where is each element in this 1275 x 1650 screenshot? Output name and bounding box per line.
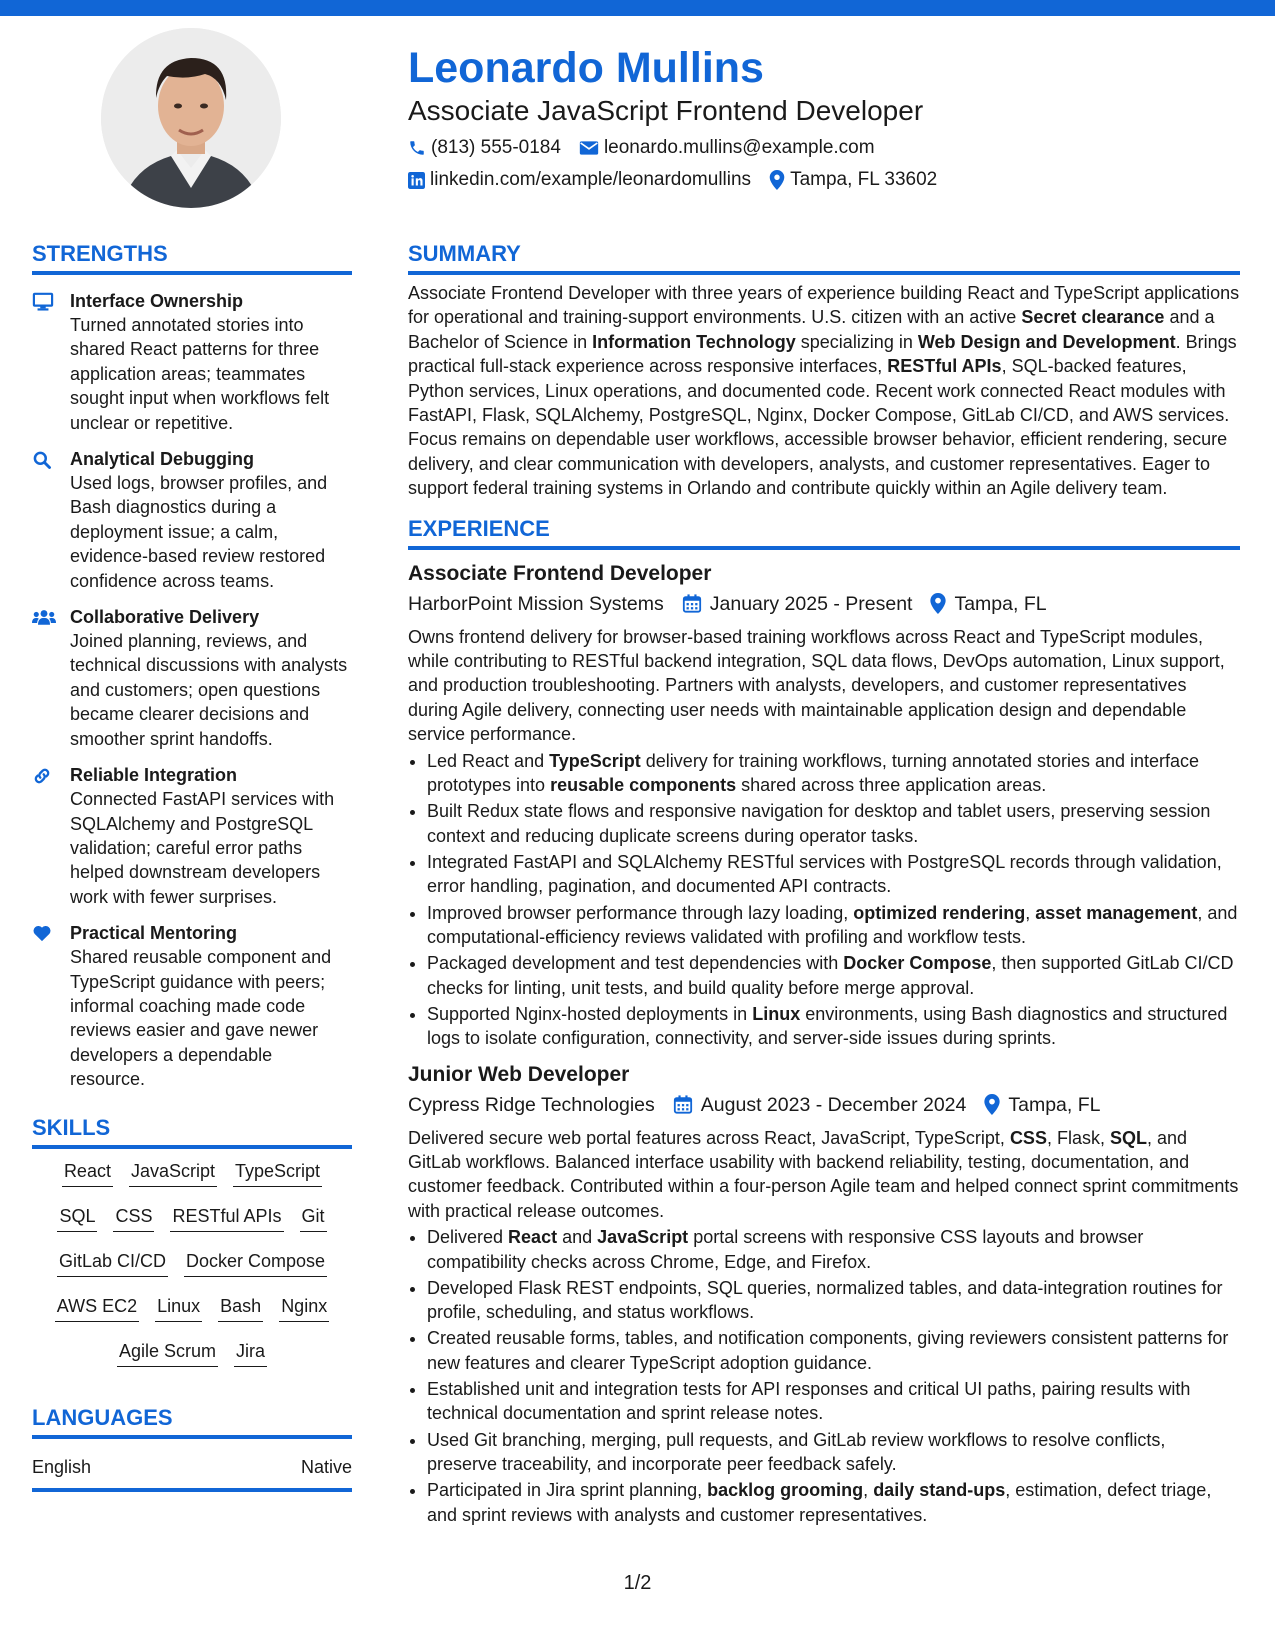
skill-tag: TypeScript [233, 1159, 322, 1187]
summary-divider [408, 271, 1240, 275]
job-dates [682, 591, 913, 617]
strength-name: Practical Mentoring [70, 923, 238, 944]
skill-row [32, 1159, 352, 1204]
bold-text: Secret clearance [1021, 307, 1165, 328]
bullet-item [427, 1478, 1240, 1527]
strength-name: Collaborative Delivery [70, 607, 260, 628]
strength-item [32, 289, 352, 435]
map-pin-icon [930, 593, 946, 614]
text-run: and [557, 1227, 598, 1248]
skill-row [32, 1339, 352, 1384]
skill-tag: Docker Compose [184, 1249, 327, 1277]
jobs-list [408, 560, 1240, 1527]
bold-text: reusable components [550, 775, 737, 796]
text-run: Established unit and integration tests for API responses and critical UI paths, pairing results with technical documentation and sprint release notes. [427, 1379, 1191, 1424]
strength-item [32, 447, 352, 593]
job-meta [408, 1092, 1240, 1118]
right-column [408, 240, 1240, 1529]
bold-text: Information Technology [592, 331, 796, 352]
linkedin-text: linkedin.com/example/leonardomullins [430, 169, 752, 190]
bullet-item [427, 1002, 1240, 1051]
email-text: leonardo.mullins@example.com [603, 137, 875, 158]
bullet-item [427, 951, 1240, 1000]
calendar-icon [673, 1094, 693, 1115]
text-run: specializing in [795, 331, 918, 352]
contact-phone[interactable] [408, 136, 561, 160]
text-run: Integrated FastAPI and SQLAlchemy RESTful services with PostgreSQL records through validation, error handling, pagination, and documented API contracts. [427, 851, 1222, 897]
strength-description: Connected FastAPI services with SQLAlchemy and PostgreSQL validation; careful error paths helped downstream developers work with fewer surprises. [70, 789, 335, 907]
bold-text: Docker Compose [843, 953, 992, 974]
languages-list [32, 1455, 352, 1479]
skill-tag: SQL [57, 1204, 97, 1232]
skills-section [32, 1114, 352, 1384]
bold-text: optimized rendering [853, 902, 1026, 923]
language-level: Native [300, 1456, 352, 1477]
text-run: Owns frontend delivery for browser-based training workflows across React and TypeScript modules, while contributing to RESTful backend integration, SQL data flows, DevOps automation, Linux support, and production troubleshooting. Partners with analysts, developers, and customer representatives during Agile delivery, connecting user needs with maintainable application design and dependable service performance. [408, 626, 1225, 745]
text-run: Supported Nginx-hosted deployments in [427, 1003, 753, 1024]
bold-text: asset management [1035, 902, 1198, 923]
job-dates-text: August 2023 - December 2024 [700, 1093, 967, 1116]
skill-tag: Linux [155, 1294, 202, 1322]
skills-heading: SKILLS [32, 1114, 111, 1140]
map-pin-icon [984, 1094, 1000, 1115]
bullet-item [427, 1377, 1240, 1426]
text-run: , [863, 1480, 874, 1501]
text-run: Packaged development and test dependencies with [427, 953, 844, 974]
skill-tag: Agile Scrum [117, 1339, 218, 1367]
job-dates [673, 1092, 967, 1118]
language-row [32, 1455, 352, 1479]
bold-text: TypeScript [549, 750, 641, 771]
top-accent-bar [0, 0, 1275, 16]
job-title: Junior Web Developer [408, 1062, 630, 1086]
phone-text: (813) 555-0184 [431, 137, 561, 158]
skill-tag: JavaScript [129, 1159, 217, 1187]
search-icon [32, 447, 70, 593]
strength-body [70, 921, 352, 1091]
strength-description: Turned annotated stories into shared React patterns for three application areas; teammates sought input when workflows felt unclear or repetitive. [70, 315, 330, 433]
text-run: Improved browser performance through lazy loading, [427, 902, 854, 923]
text-run: , and computational-efficiency reviews validated with profiling and workflow tests. [427, 902, 1238, 947]
job-company: HarborPoint Mission Systems [408, 592, 664, 615]
candidate-title: Associate JavaScript Frontend Developer [408, 95, 924, 126]
strength-item [32, 921, 352, 1091]
strength-item [32, 763, 352, 909]
text-run: Used Git branching, merging, pull requests, and GitLab review workflows to resolve conflicts, preserve traceability, and incorporate peer feedback safely. [427, 1429, 1166, 1475]
strengths-list [32, 289, 352, 1092]
page-number: 1/2 [623, 1572, 652, 1594]
strength-description: Used logs, browser profiles, and Bash diagnostics during a deployment issue; a calm, evidence-based review restored confidence across teams. [70, 473, 328, 591]
text-run: , Flask, [1046, 1127, 1110, 1148]
bold-text: JavaScript [597, 1227, 689, 1248]
text-run: , SQL-backed features, Python services, Linux operations, and documented code. Recent work connected React modules with FastAPI, Flask, SQLAlchemy, PostgreSQL, Nginx, Docker Compose, GitLab CI/CD, and AWS services. Focus remains on dependable user workflows, accessible browser behavior, efficient rendering, secure delivery, and clear communication with developers, analysts, and customer representatives. Eager to support federal training systems in Orlando and contribute quickly within an Agile delivery team. [408, 356, 1230, 499]
text-run: , then supported GitLab CI/CD checks for linting, unit tests, and build quality before merge approval. [427, 953, 1234, 998]
text-run: Associate Frontend Developer with three years of experience building React and TypeScript applications for operational and training-support environments. U.S. citizen with an active [408, 283, 1240, 328]
job-title: Associate Frontend Developer [408, 561, 712, 585]
bold-text: CSS [1009, 1127, 1047, 1148]
text-run: Participated in Jira sprint planning, [427, 1480, 708, 1501]
job-bullets [408, 1225, 1240, 1527]
job-entry [408, 560, 1240, 1051]
experience-section [408, 515, 1240, 1527]
bullet-item [427, 799, 1240, 848]
skill-tag: Git [300, 1204, 327, 1232]
contact-email[interactable] [579, 136, 875, 160]
profile-photo [101, 28, 281, 208]
bullet-item [427, 901, 1240, 950]
job-location-text: Tampa, FL [954, 592, 1047, 615]
text-run: , estimation, defect triage, and sprint reviews with analysts and customer representatives. [427, 1480, 1212, 1525]
experience-divider [408, 546, 1240, 550]
text-run: , and GitLab workflows. Balanced interface usability with backend reliability, testing, documentation, and customer feedback. Contributed within a four-person Agile team and helped connect sprint commitments with practical release outcomes. [408, 1127, 1239, 1221]
skills-list [32, 1159, 352, 1384]
bullet-item [427, 850, 1240, 899]
linkedin-icon [408, 172, 425, 189]
languages-divider [32, 1435, 352, 1439]
bullet-item [427, 1428, 1240, 1477]
users-icon [32, 605, 70, 751]
text-run: . Brings practical full-stack experience across responsive interfaces, [408, 331, 1237, 377]
bold-text: daily stand-ups [873, 1480, 1006, 1501]
bold-text: RESTful APIs [887, 356, 1002, 377]
bullet-item [427, 1225, 1240, 1274]
resume-header [408, 42, 1238, 192]
job-entry [408, 1061, 1240, 1527]
contact-linkedin[interactable] [408, 168, 751, 192]
strength-body [70, 763, 352, 909]
bullet-item [427, 1276, 1240, 1325]
job-description [408, 625, 1240, 747]
job-meta [408, 591, 1240, 617]
text-run: delivery for training workflows, turning annotated stories and interface prototypes into [427, 750, 1200, 796]
text-run: Created reusable forms, tables, and notification components, giving reviewers consistent patterns for new features and clearer TypeScript adoption guidance. [427, 1328, 1229, 1373]
text-run: , [1025, 902, 1036, 923]
text-run: Built Redux state flows and responsive navigation for desktop and tablet users, preserving session context and reducing duplicate screens during operator tasks. [427, 801, 1211, 846]
strength-body [70, 605, 352, 751]
contact-location [769, 168, 937, 192]
heart-icon [32, 921, 70, 1091]
skills-divider [32, 1145, 352, 1149]
skill-tag: GitLab CI/CD [57, 1249, 168, 1277]
strength-name: Analytical Debugging [70, 449, 255, 470]
strength-body [70, 289, 352, 435]
strength-body [70, 447, 352, 593]
bold-text: Web Design and Development [917, 331, 1176, 352]
skill-tag: RESTful APIs [170, 1204, 283, 1232]
bold-text: React [508, 1227, 558, 1248]
job-location-text: Tampa, FL [1008, 1093, 1101, 1116]
summary-section [408, 240, 1240, 501]
languages-bottom-divider [32, 1488, 352, 1492]
text-run: and a Bachelor of Science in [408, 307, 1215, 352]
job-description [408, 1126, 1240, 1224]
strength-description: Joined planning, reviews, and technical discussions with analysts and customers; open questions became clearer decisions and smoother sprint handoffs. [70, 631, 348, 749]
strength-item [32, 605, 352, 751]
bold-text: Linux [752, 1003, 801, 1024]
left-column [32, 240, 352, 1492]
strength-name: Reliable Integration [70, 765, 238, 786]
strengths-section [32, 240, 352, 1092]
text-run: environments, using Bash diagnostics and structured logs to isolate configuration, connectivity, and server-side issues during sprints. [427, 1003, 1228, 1049]
text-run: Delivered [427, 1227, 509, 1248]
summary-heading: SUMMARY [408, 241, 521, 266]
strengths-heading: STRENGTHS [32, 241, 168, 266]
calendar-icon [682, 593, 702, 614]
experience-heading: EXPERIENCE [408, 515, 550, 541]
skill-row [32, 1204, 352, 1249]
bold-text: SQL [1109, 1127, 1147, 1148]
text-run: Led React and [427, 750, 550, 771]
strength-name: Interface Ownership [70, 291, 244, 311]
job-location [984, 1092, 1100, 1118]
map-pin-icon [769, 170, 785, 190]
envelope-icon [579, 140, 599, 156]
bullet-item [427, 749, 1240, 798]
skill-row [32, 1294, 352, 1339]
skill-tag: CSS [113, 1204, 154, 1232]
phone-icon [408, 139, 426, 157]
contact-row-2 [408, 168, 1238, 192]
skill-tag: React [62, 1159, 113, 1187]
candidate-name: Leonardo Mullins [408, 44, 764, 92]
text-run: Developed Flask REST endpoints, SQL queries, normalized tables, and data-integration routines for profile, scheduling, and status workflows. [427, 1277, 1223, 1323]
skill-tag: AWS EC2 [55, 1294, 139, 1322]
summary-text [408, 281, 1240, 501]
text-run: Delivered secure web portal features across React, JavaScript, TypeScript, [408, 1127, 1010, 1148]
strength-description: Shared reusable component and TypeScript guidance with peers; informal coaching made code reviews easier and gave newer developers a dependable resource. [70, 947, 332, 1090]
bullet-item [427, 1326, 1240, 1375]
skill-tag: Bash [218, 1294, 263, 1322]
skill-tag: Nginx [279, 1294, 329, 1322]
job-bullets [408, 749, 1240, 1051]
languages-section [32, 1404, 352, 1492]
language-name: English [32, 1456, 92, 1477]
text-run: shared across three application areas. [736, 775, 1047, 796]
job-company: Cypress Ridge Technologies [408, 1093, 655, 1116]
location-text: Tampa, FL 33602 [790, 169, 938, 190]
link-icon [32, 763, 70, 909]
bold-text: backlog grooming [707, 1480, 864, 1501]
text-run: portal screens with responsive CSS layouts and browser compatibility checks across Chrome, Edge, and Firefox. [427, 1227, 1144, 1272]
monitor-icon [32, 289, 70, 435]
strengths-divider [32, 271, 352, 275]
contact-row-1 [408, 136, 1238, 160]
job-dates-text: January 2025 - Present [709, 592, 913, 615]
skill-row [32, 1249, 352, 1294]
job-location [930, 591, 1046, 617]
languages-heading: LANGUAGES [32, 1404, 173, 1430]
skill-tag: Jira [234, 1339, 267, 1367]
